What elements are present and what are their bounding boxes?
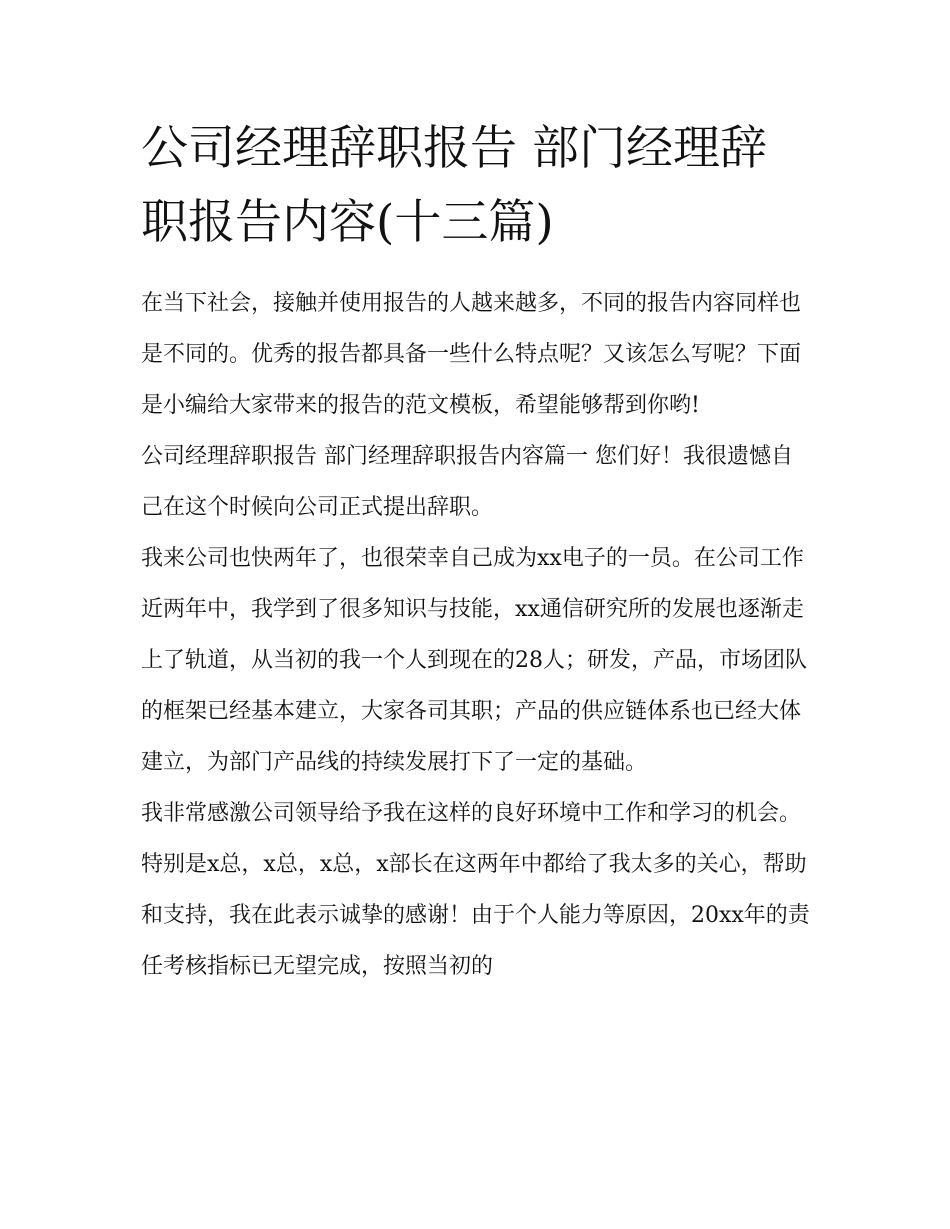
paragraph-greeting: 公司经理辞职报告 部门经理辞职报告内容篇一 您们好！我很遗憾自己在这个时候向公司正式提出辞职。 (141, 444, 793, 520)
paragraph-gratitude: 我非常感激公司领导给予我在这样的良好环境中工作和学习的机会。特别是x总，x总，x总，x部长在这两年中都给了我太多的关心，帮助和支持，我在此表示诚挚的感谢！由于个人能力等原因，20xx年的责任考核指标已无望完成，按照当初的 (141, 801, 810, 979)
document-title: 公司经理辞职报告 部门经理辞职报告内容(十三篇) (141, 121, 767, 250)
document-body (141, 278, 813, 992)
paragraph-intro: 在当下社会，接触并使用报告的人越来越多，不同的报告内容同样也是不同的。优秀的报告都具备一些什么特点呢？又该怎么写呢？下面是小编给大家带来的报告的范文模板，希望能够帮到你哟! (141, 291, 802, 418)
document-page (141, 112, 813, 992)
paragraph-experience: 我来公司也快两年了，也很荣幸自己成为xx电子的一员。在公司工作近两年中，我学到了很多知识与技能，xx通信研究所的发展也逐渐走上了轨道，从当初的我一个人到现在的28人；研发，产品，市场团队的框架已经基本建立，大家各司其职；产品的供应链体系也已经大体建立，为部门产品线的持续发展打下了一定的基础。 (141, 546, 807, 775)
